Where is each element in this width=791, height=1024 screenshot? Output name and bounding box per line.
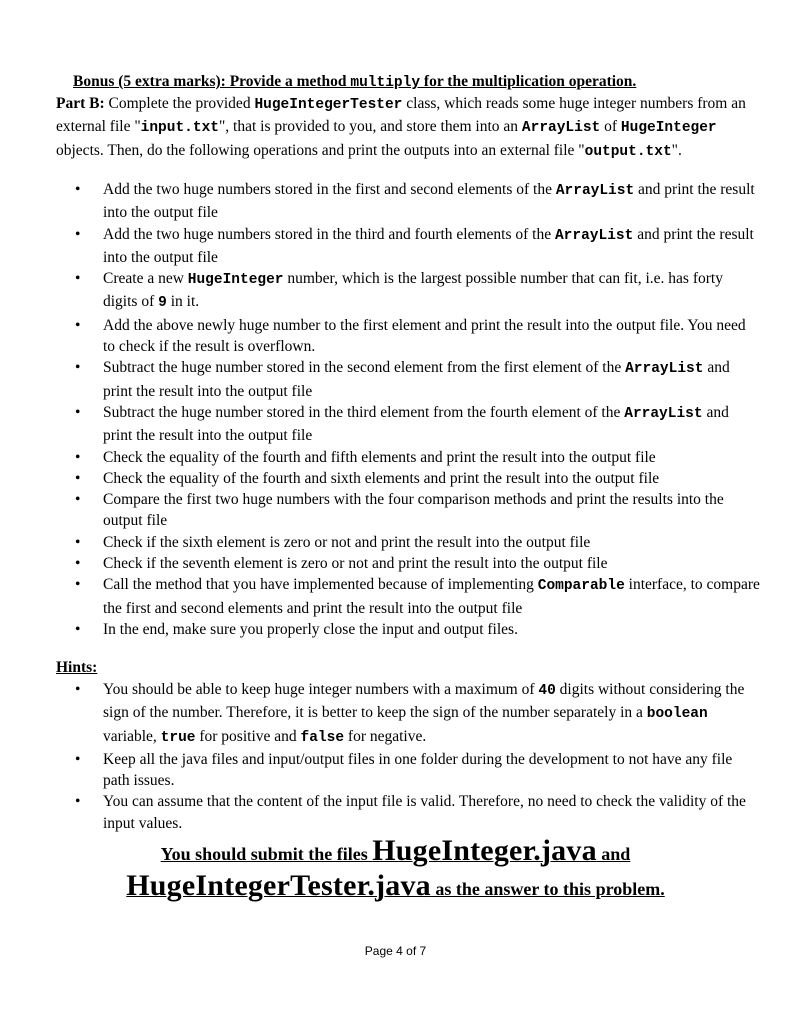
submit-text: as the answer to this problem. — [430, 879, 665, 899]
bullet-icon: • — [75, 448, 81, 466]
code-nine: 9 — [158, 295, 167, 312]
bullet-icon: • — [75, 403, 81, 421]
bullet-icon: • — [75, 620, 81, 638]
submit-text: and — [596, 844, 631, 864]
file-hugeinteger: HugeInteger.java — [372, 834, 597, 867]
bullet-icon: • — [75, 270, 81, 288]
bullet-icon: • — [75, 359, 81, 377]
item-text: Add the two huge numbers stored in the first and second elements of the — [103, 181, 556, 198]
item-text: Check if the seventh element is zero or not and print the result into the output file — [103, 555, 608, 573]
bullet-icon: • — [75, 793, 81, 811]
list-item — [56, 574, 761, 619]
part-b-paragraph — [56, 93, 756, 163]
code-input-file: input.txt — [140, 120, 219, 137]
code-forty: 40 — [538, 683, 556, 699]
item-text: Call the method that you have implemented because of implementing — [103, 576, 538, 594]
item-text: variable, — [103, 727, 161, 745]
code-true: true — [160, 729, 196, 746]
list-item — [56, 489, 761, 532]
list-item — [56, 315, 761, 358]
list-item — [56, 679, 761, 749]
item-text: Subtract the huge number stored in the third element from the fourth element of the — [103, 403, 625, 421]
code-arraylist: ArrayList — [521, 120, 601, 137]
list-item — [56, 357, 761, 402]
code-false: false — [300, 729, 345, 746]
item-text: Create a new — [103, 270, 188, 288]
hints-heading: Hints: — [56, 659, 98, 676]
item-text: for negative. — [344, 727, 427, 745]
code-boolean: boolean — [646, 706, 708, 723]
item-text: Check the equality of the fourth and fifth elements and print the result into the output file — [103, 448, 656, 466]
item-text: Add the above newly huge number to the first element and print the result into the output file. You need to check if the result is overflown. — [103, 316, 746, 356]
list-item — [56, 468, 761, 489]
code-comparable: Comparable — [537, 578, 625, 595]
list-item — [56, 791, 761, 834]
code-tester-class: HugeIntegerTester — [254, 97, 403, 113]
list-item — [56, 179, 761, 224]
bonus-text: Bonus (5 extra marks): Provide a method — [73, 73, 351, 90]
list-item — [56, 224, 761, 269]
part-b-text: class, which reads some huge integer numbers from an external file " — [56, 95, 746, 136]
item-text: for positive and — [195, 727, 301, 745]
submission-line-2 — [0, 868, 791, 909]
list-item — [56, 749, 761, 792]
bullet-icon: • — [75, 576, 81, 594]
item-text: You can assume that the content of the input file is valid. Therefore, no need to check the validity of the input values. — [103, 793, 746, 832]
item-text: Check if the sixth element is zero or not and print the result into the output file — [103, 533, 591, 551]
bullet-icon: • — [75, 681, 81, 698]
item-text: digits without considering the sign of the number. Therefore, it is better to keep the sign of the number separately in a — [103, 681, 745, 722]
operations-list — [56, 179, 761, 640]
item-text: In the end, make sure you properly close the input and output files. — [103, 620, 518, 638]
bullet-icon: • — [75, 533, 81, 551]
list-item — [56, 268, 761, 315]
bullet-icon: • — [75, 750, 81, 768]
file-hugeintegertester: HugeIntegerTester.java — [126, 869, 431, 902]
bullet-icon: • — [75, 555, 81, 573]
item-text: Check the equality of the fourth and sixth elements and print the result into the output file — [103, 469, 660, 487]
code-multiply: multiply — [350, 75, 421, 91]
part-b-text: objects. Then, do the following operations and print the outputs into an external file " — [56, 141, 585, 159]
bullet-icon: • — [75, 491, 81, 509]
code-hugeinteger: HugeInteger — [620, 120, 717, 137]
code-arraylist: ArrayList — [555, 183, 635, 199]
bullet-icon: • — [75, 225, 81, 243]
list-item — [56, 553, 761, 574]
code-hugeinteger: HugeInteger — [187, 272, 284, 289]
part-b-text: of — [600, 118, 621, 136]
item-text: and print the result into the output file — [103, 181, 755, 222]
bullet-icon: • — [75, 181, 81, 198]
part-b-label: Part B: — [56, 95, 105, 112]
item-text: Keep all the java files and input/output files in one folder during the development to not have any file path issues. — [103, 750, 733, 790]
list-item — [56, 619, 761, 640]
item-text: and print the result into the output file — [103, 225, 754, 266]
item-text: in it. — [166, 293, 200, 311]
item-text: number, which is the largest possible number that can fit, i.e. has forty digits of — [103, 270, 723, 311]
list-item — [56, 532, 761, 553]
item-text: and print the result into the output file — [103, 359, 730, 400]
code-arraylist: ArrayList — [625, 361, 704, 378]
part-b-text: ". — [671, 141, 682, 159]
bonus-text-end: for the multiplication operation. — [420, 73, 637, 90]
page-number: Page 4 of 7 — [364, 944, 427, 958]
item-text: Subtract the huge number stored in the second element from the first element of the — [103, 359, 626, 377]
part-b-text: ", that is provided to you, and store them into an — [218, 118, 522, 136]
bullet-icon: • — [75, 469, 81, 487]
item-text: Add the two huge numbers stored in the third and fourth elements of the — [103, 225, 555, 243]
item-text: interface, to compare the first and second elements and print the result into the output file — [103, 576, 760, 617]
bullet-icon: • — [75, 316, 81, 334]
item-text: Compare the first two huge numbers with the four comparison methods and print the results into the output file — [103, 491, 724, 530]
code-arraylist: ArrayList — [624, 405, 703, 422]
submit-text: You should submit the files — [160, 844, 373, 864]
list-item — [56, 447, 761, 468]
item-text: You should be able to keep huge integer numbers with a maximum of — [103, 681, 539, 698]
hints-list — [56, 679, 761, 834]
part-b-text: Complete the provided — [104, 95, 255, 112]
list-item — [56, 402, 761, 447]
code-arraylist: ArrayList — [554, 227, 634, 244]
item-text: and print the result into the output file — [103, 403, 729, 445]
bonus-heading — [73, 72, 763, 93]
code-output-file: output.txt — [584, 143, 672, 160]
